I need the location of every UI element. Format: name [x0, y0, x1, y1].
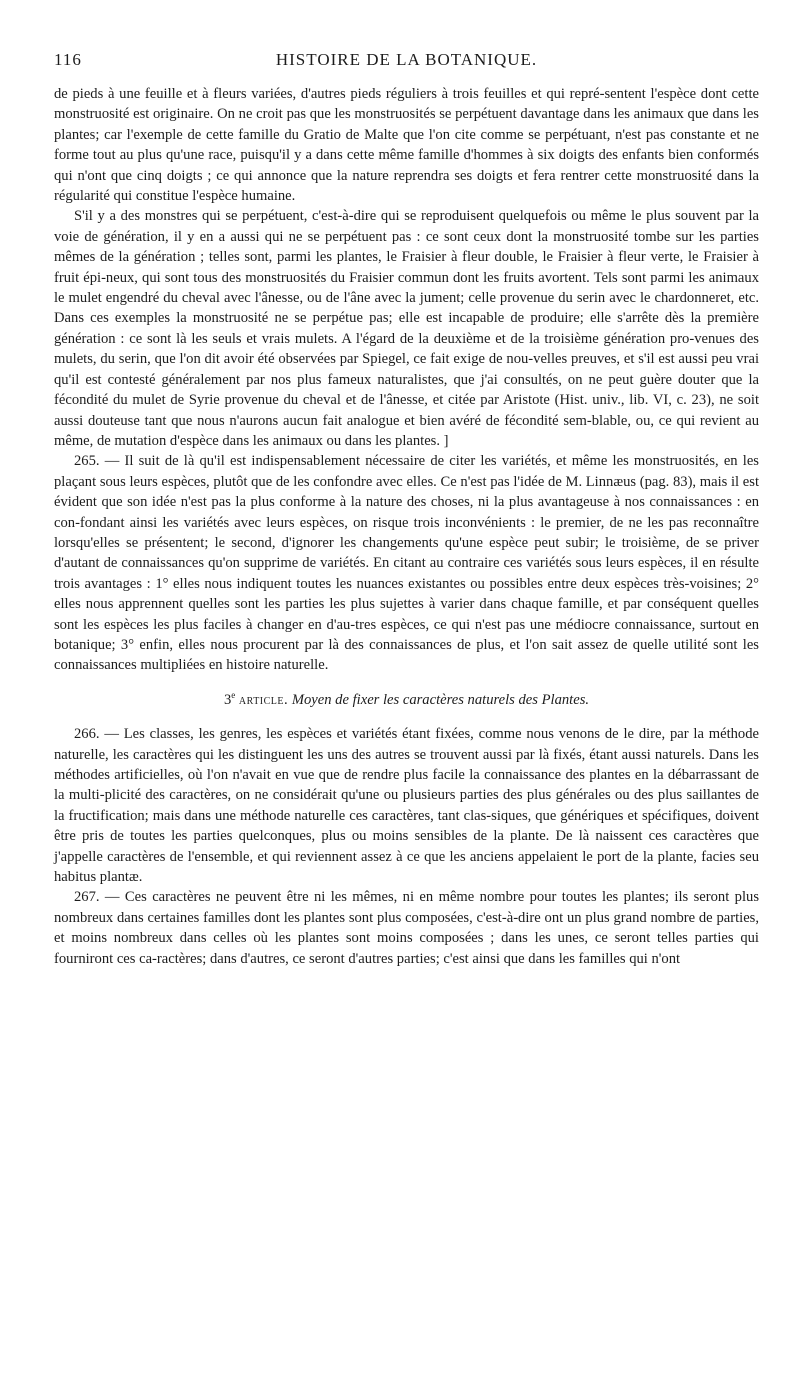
section-title: Moyen de fixer les caractères naturels des Plantes. — [291, 691, 590, 708]
body-text — [54, 84, 759, 969]
page-header — [54, 50, 759, 84]
page-number: 116 — [54, 50, 82, 69]
section-number-suffix: e — [231, 689, 236, 700]
paragraph-265: 265. — Il suit de là qu'il est indispensablement nécessaire de citer les variétés, et même les monstruosités, en les plaçant sous leurs espèces, plutôt que de les confondre avec elles. Ce n'est pas l'idée de M. Linnæus (pag. 83), mais il est évident que son idée n'est pas la plus conforme à la nature des choses, ni la plus avantageuse à nos connaissances : en con-fondant ainsi les variétés avec leurs espèces, on risque trois inconvénients : le premier, de ne les pas reconnaître lorsqu'elles se présentent; le second, d'ignorer les changements qu'une espèce peut subir; le troisième, de se priver d'autant de connaissances qu'on supprime de variétés. En citant au contraire ces variétés sous leurs espèces, il en résulte trois avantages : 1° elles nous indiquent toutes les nuances existantes ou possibles entre deux espèces très-voisines; 2° elles nous apprennent quelles sont les parties les plus sujettes à varier dans chaque famille, et par conséquent quelles sont les espèces les plus faciles à changer en d'au-tres espèces, ce qui n'est pas une médiocre connaissance, surtout en botanique; 3° enfin, elles nous procurent par là des connaissances de plus, et l'on sait assez de quelle utilité sont les connaissances multipliées en histoire naturelle. — [54, 453, 759, 674]
section-label: article. — [238, 691, 289, 708]
paragraph-266: 266. — Les classes, les genres, les espèces et variétés étant fixées, comme nous venons de le dire, par la méthode naturelle, les caractères qui les distinguent les uns des autres se trouvent aussi par là fixés, étant aussi naturels. Dans les méthodes artificielles, où l'on n'avait en vue que de rendre plus facile la connaissance des plantes en la débarrassant de la multi-plicité des caractères, on ne considérait qu'une ou plusieurs parties des plus générales ou des plus saillantes de la fructification; mais dans une méthode naturelle ces caractères, tant clas-siques, que génériques et spécifiques, doivent être pris de toutes les parties quelconques, plus ou moins sensibles de la plante. De là naissent ces caractères que j'appelle caractères de l'ensemble, et qui reviennent assez à ce que les anciens appelaient le port de la plante, facies seu habitus plantæ. — [54, 726, 759, 886]
paragraph-267: 267. — Ces caractères ne peuvent être ni les mêmes, ni en même nombre pour toutes les plantes; ils seront plus nombreux dans certaines familles dont les plantes sont plus composées, c'est-à-dire ont un plus grand nombre de parties, et moins nombreux dans celles où les plantes sont moins composées ; dans les unes, ce seront telles parties qui fourniront ces ca-ractères; dans d'autres, ce seront d'autres parties; c'est ainsi que dans les familles qui n'ont — [54, 889, 759, 967]
running-title: HISTOIRE DE LA BOTANIQUE. — [275, 50, 538, 69]
paragraph-continuation: de pieds à une feuille et à fleurs variées, d'autres pieds réguliers à trois feuilles et qui repré-sentent l'espèce dont cette monstruosité est originaire. On ne croit pas que les monstruosités se perpétuent davantage dans les animaux que dans les plantes; car l'exemple de cette famille du Gratio de Malte que l'on cite comme se perpétuant, n'est pas constante et ne forme tout au plus qu'une race, puisqu'il y a dans cette même famille d'hommes à six doigts des enfants bien conformés qui n'ont que cinq doigts ; ce qui annonce que la nature reprendra ses doigts et fera rentrer cette monstruosité dans la régularité qui constitue l'espèce humaine. — [54, 86, 759, 205]
section-number: 3 — [223, 691, 232, 708]
paragraph-monsters: S'il y a des monstres qui se perpétuent, c'est-à-dire qui se reproduisent quelquefois ou même le plus souvent par la voie de génération, il y en a aussi qui ne se perpétuent pas : ce sont ceux dont la monstruosité tombe sur les parties mêmes de la génération ; telles sont, parmi les plantes, le Fraisier à fleur double, le Fraisier à fleur verte, le Fraisier à fruit épi-neux, qui sont tous des monstruosités du Fraisier commun dont les fruits avortent. Tels sont parmi les animaux le mulet engendré du cheval avec l'ânesse, ou de l'âne avec la jument; celle provenue du serin avec le chardonneret, etc. Dans ces exemples la monstruosité ne se perpétue pas; elle est incapable de produire; elle s'arrête dès la première génération : ce sont là les seuls et vrais mulets. A l'égard de la deuxième et de la troisième génération pro-venues des mulets, du serin, que l'on dit avoir été observées par Spiegel, ce fait exige de nou-velles preuves, et s'il est aussi peu vrai qu'il est contesté généralement par nos plus fameux naturalistes, que j'ai consultés, on ne peut guère douter que la fécondité du mulet de Syrie provenue du cheval et de l'ânesse, et citée par Aristote (Hist. univ., lib. VI, c. 23), ne soit aussi douteuse tant que nous n'aurons aucun fait analogue et bien avéré de fécondité sem-blable, ou, ce qui revient au même, de mutation d'espèce dans les animaux ou dans les plantes. ] — [54, 208, 759, 449]
section-heading — [54, 690, 759, 710]
